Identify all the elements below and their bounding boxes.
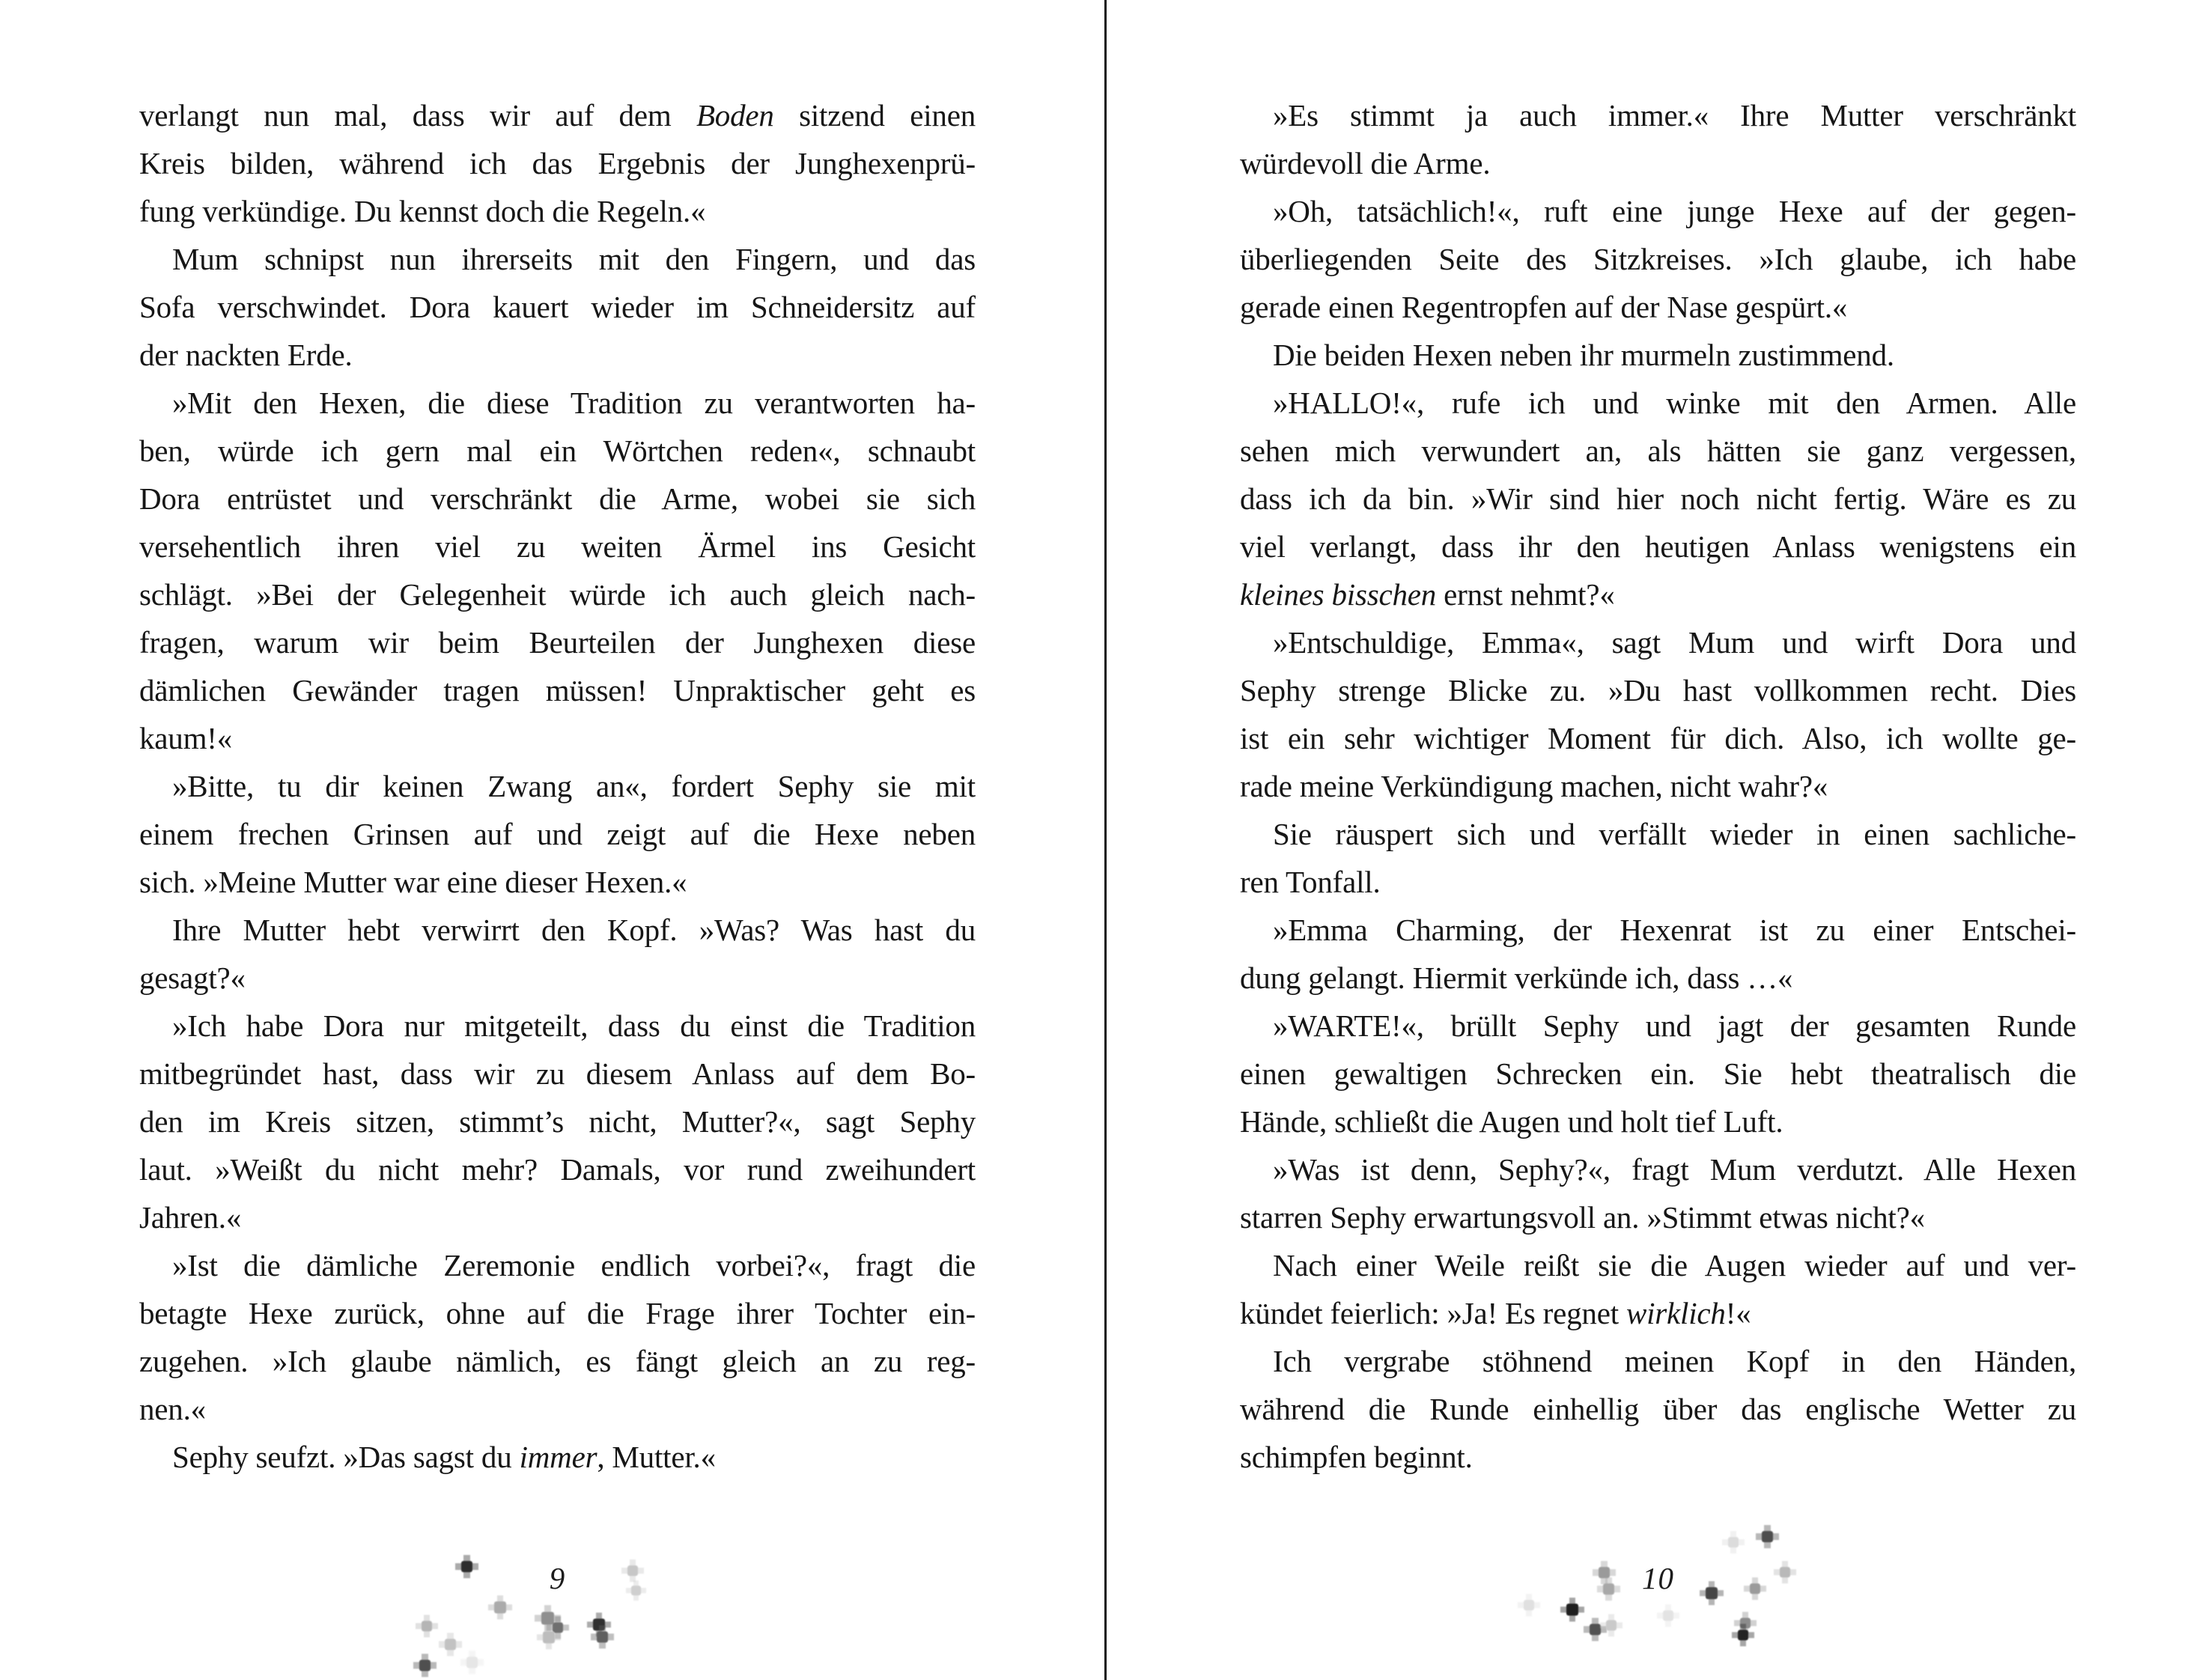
ink-speckle [1590,1624,1601,1635]
text-run: einem frechen Grinsen auf und zeigt auf die Hexe neben [139,817,976,851]
text-line [1240,1385,2076,1433]
text-line [139,91,976,139]
text-line [139,331,976,379]
ink-speckle [593,1619,605,1631]
text-line [1240,235,2076,283]
text-line [139,1241,976,1289]
text-run: gesagt?« [139,961,246,995]
text-line [139,1337,976,1385]
text-line [1240,1337,2076,1385]
text-line [1240,666,2076,714]
ink-speckle [1599,1567,1610,1578]
text-run: während die Runde einhellig über das englische Wetter zu [1240,1392,2076,1426]
text-line [1240,379,2076,427]
text-line [1240,1050,2076,1098]
text-line [1240,427,2076,475]
text-line [1240,1193,2076,1241]
page-gutter-divider [1104,0,1107,1680]
ink-speckle [422,1621,432,1631]
text-line [1240,283,2076,331]
text-run: rade meine Verkündigung machen, nicht wahr?« [1240,769,1828,803]
text-run: Sie räuspert sich und verfällt wieder in einen sachliche- [1273,817,2076,851]
text-run: betagte Hexe zurück, ohne auf die Frage ihrer Tochter ein- [139,1296,976,1330]
text-line [139,618,976,666]
text-line [139,379,976,427]
text-run: Sephy strenge Blicke zu. »Du hast vollkommen recht. Dies [1240,673,2076,707]
text-run: mitbegründet hast, dass wir zu diesem Anlass auf dem Bo- [139,1056,976,1091]
text-run: ben, würde ich gern mal ein Wörtchen reden«, schnaubt [139,433,976,468]
text-line [139,1050,976,1098]
ink-speckle [1728,1537,1739,1547]
text-run: dass ich da bin. »Wir sind hier noch nicht fertig. Wäre es zu [1240,481,2076,516]
text-run: »Mit den Hexen, die diese Tradition zu verantworten ha- [172,386,976,420]
text-run: sitzend einen [773,98,976,133]
text-run: »WARTE!«, brüllt Sephy und jagt der gesamten Runde [1273,1008,2076,1043]
text-line [1240,91,2076,139]
text-run: würdevoll die Arme. [1240,146,1491,180]
ink-speckle [543,1631,555,1643]
text-line [1240,906,2076,954]
text-run: , Mutter.« [597,1440,716,1474]
text-run: den im Kreis sitzen, stimmt’s nicht, Mutter?«, sagt Sephy [139,1104,976,1139]
ink-speckle [1566,1604,1578,1616]
text-line [139,427,976,475]
ink-speckle [1780,1567,1790,1577]
text-line [139,714,976,762]
text-line [139,954,976,1002]
text-line [139,1433,976,1481]
ink-speckle [466,1657,478,1668]
text-line [1240,618,2076,666]
text-run: »Emma Charming, der Hexenrat ist zu einer Entschei- [1273,913,2076,947]
text-run: »Ich habe Dora nur mitgeteilt, dass du einst die Tradition [172,1008,976,1043]
text-run: »HALLO!«, rufe ich und winke mit den Armen. Alle [1273,386,2076,420]
text-line [139,523,976,570]
text-line [139,1098,976,1145]
text-line [139,1385,976,1433]
text-line [139,762,976,810]
text-run: »Bitte, tu dir keinen Zwang an«, fordert Sephy sie mit [172,769,976,803]
text-line [1240,1241,2076,1289]
text-line [139,1002,976,1050]
text-run: gerade einen Regentropfen auf der Nase gespürt.« [1240,290,1848,324]
text-run: verlangt nun mal, dass wir auf dem [139,98,696,133]
text-run: »Ist die dämliche Zeremonie endlich vorbei?«, fragt die [172,1248,976,1282]
text-run: sehen mich verwundert an, als hätten sie ganz vergessen, [1240,433,2076,468]
ink-speckle [461,1561,472,1572]
ink-speckle [1740,1618,1751,1628]
text-line [139,1193,976,1241]
text-run: Ich vergrabe stöhnend meinen Kopf in den Händen, [1273,1344,2076,1378]
ink-speckle [419,1660,431,1671]
text-run: Ihre Mutter hebt verwirrt den Kopf. »Was? Was hast du [172,913,976,947]
text-line [139,187,976,235]
text-line [1240,714,2076,762]
text-run: starren Sephy erwartungsvoll an. »Stimmt etwas nicht?« [1240,1200,1925,1235]
ink-speckle [627,1565,638,1576]
text-line [139,810,976,858]
text-run: Hände, schließt die Augen und holt tief Luft. [1240,1104,1783,1139]
text-line [1240,762,2076,810]
ink-speckle [1606,1620,1617,1631]
italic-text-run: wirklich [1625,1296,1726,1330]
text-line [1240,570,2076,618]
text-run: Sofa verschwindet. Dora kauert wieder im Schneidersitz auf [139,290,976,324]
ink-speckle [445,1639,456,1650]
ink-speckle [631,1586,641,1595]
text-line [1240,475,2076,523]
page-left-text-block [139,91,976,1481]
text-run: !« [1725,1296,1751,1330]
text-run: überliegenden Seite des Sitzkreises. »Ich glaube, ich habe [1240,242,2076,276]
text-line [1240,1289,2076,1337]
italic-text-run: immer [519,1440,597,1474]
text-line [1240,1145,2076,1193]
text-line [139,139,976,187]
text-run: schlägt. »Bei der Gelegenheit würde ich auch gleich nach- [139,577,976,612]
text-line [139,1289,976,1337]
text-line [139,283,976,331]
text-run: Die beiden Hexen neben ihr murmeln zustimmend. [1273,338,1894,372]
text-run: ist ein sehr wichtiger Moment für dich. Also, ich wollte ge- [1240,721,2076,755]
text-line [1240,954,2076,1002]
text-run: Sephy seufzt. »Das sagst du [172,1440,520,1474]
text-run: kaum!« [139,721,233,755]
text-run: »Es stimmt ja auch immer.« Ihre Mutter verschränkt [1273,98,2076,133]
ink-speckle [1706,1587,1718,1599]
ink-speckle [1762,1531,1773,1542]
text-line [1240,1002,2076,1050]
text-run: einen gewaltigen Schrecken ein. Sie hebt theatralisch die [1240,1056,2076,1091]
text-run: der nackten Erde. [139,338,353,372]
text-run: ren Tonfall. [1240,865,1381,899]
ink-speckle [597,1631,608,1643]
text-line [139,475,976,523]
text-line [1240,1433,2076,1481]
text-run: kündet feierlich: »Ja! Es regnet [1240,1296,1626,1330]
italic-text-run: Boden [696,98,774,133]
text-run: dung gelangt. Hiermit verkünde ich, dass …« [1240,961,1793,995]
page-number-left: 9 [549,1561,566,1595]
text-run: »Entschuldige, Emma«, sagt Mum und wirft Dora und [1273,625,2076,660]
text-line [1240,858,2076,906]
italic-text-run: kleines bisschen [1240,577,1437,612]
text-run: dämlichen Gewänder tragen müssen! Unpraktischer geht es [139,673,976,707]
ink-speckle [1663,1610,1673,1621]
text-line [139,906,976,954]
text-run: »Was ist denn, Sephy?«, fragt Mum verdutzt. Alle Hexen [1273,1152,2076,1187]
ink-speckle [541,1612,554,1625]
text-line [1240,523,2076,570]
text-line [139,666,976,714]
page-number-right: 10 [1642,1561,1674,1595]
text-line [139,570,976,618]
text-run: Kreis bilden, während ich das Ergebnis der Junghexenprü- [139,146,976,180]
text-run: Jahren.« [139,1200,242,1235]
text-run: schimpfen beginnt. [1240,1440,1473,1474]
text-line [1240,187,2076,235]
text-run: Dora entrüstet und verschränkt die Arme, wobei sie sich [139,481,976,516]
text-run: viel verlangt, dass ihr den heutigen Anlass wenigstens ein [1240,529,2076,564]
text-run: Nach einer Weile reißt sie die Augen wieder auf und ver- [1273,1248,2076,1282]
text-line [1240,331,2076,379]
text-line [1240,810,2076,858]
ink-speckle [1603,1583,1614,1595]
ink-speckle [1738,1630,1748,1640]
text-run: laut. »Weißt du nicht mehr? Damals, vor rund zweihundert [139,1152,976,1187]
text-run: fung verkündige. Du kennst doch die Regeln.« [139,194,706,228]
text-line [1240,1098,2076,1145]
text-line [139,1145,976,1193]
text-run: ernst nehmt?« [1436,577,1615,612]
text-line [139,858,976,906]
text-run: Mum schnipst nun ihrerseits mit den Fingern, und das [172,242,976,276]
text-run: sich. »Meine Mutter war eine dieser Hexen.« [139,865,687,899]
text-run: versehentlich ihren viel zu weiten Ärmel ins Gesicht [139,529,976,564]
text-line [139,235,976,283]
page-right-text-block [1240,91,2076,1481]
text-run: nen.« [139,1392,206,1426]
text-run: fragen, warum wir beim Beurteilen der Junghexen diese [139,625,976,660]
text-run: »Oh, tatsächlich!«, ruft eine junge Hexe auf der gegen- [1273,194,2076,228]
ink-speckle [1750,1583,1760,1594]
ink-speckle [1524,1600,1534,1610]
text-run: zugehen. »Ich glaube nämlich, es fängt gleich an zu reg- [139,1344,976,1378]
ink-speckle [494,1601,506,1613]
text-line [1240,139,2076,187]
